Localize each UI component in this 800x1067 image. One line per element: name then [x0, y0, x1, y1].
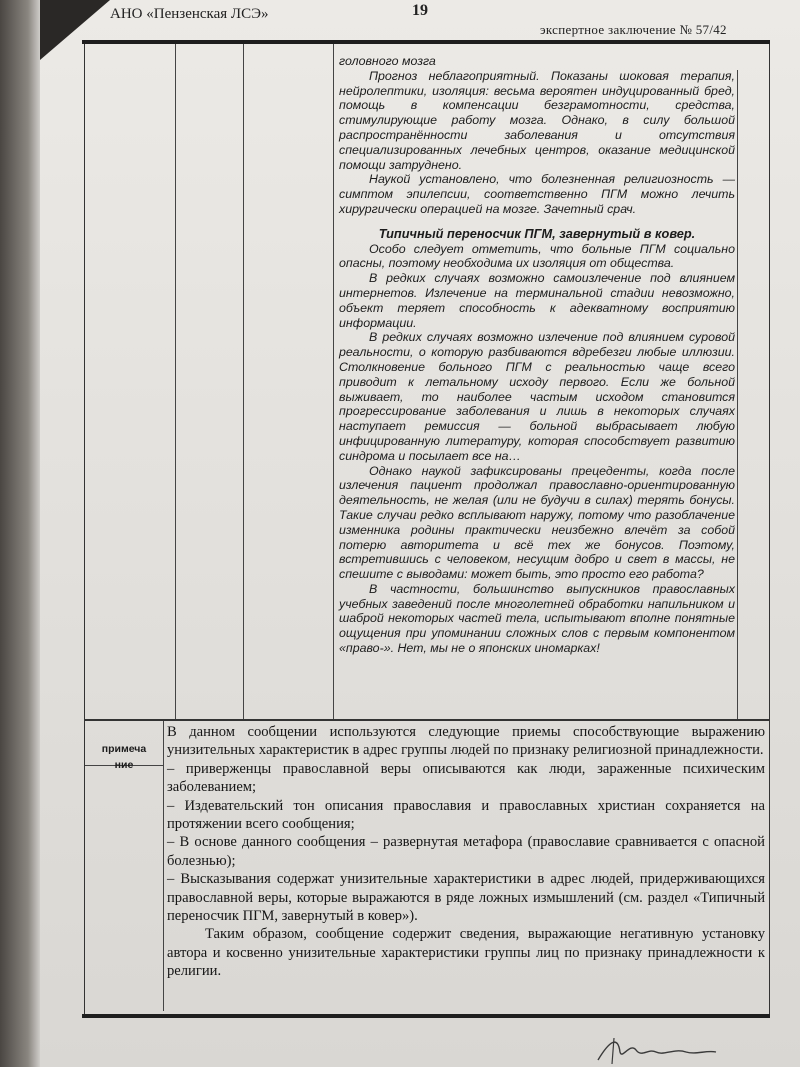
column-divider [737, 70, 738, 719]
quote-paragraph: В редких случаях возможно самоизлечение под влиянием интернетов. Излечение на терминальной стадии невозможно, объект теряет способность к адекватному восприятию информации. [339, 271, 735, 330]
header-org: АНО «Пензенская ЛСЭ» [110, 6, 269, 22]
table-row-note [85, 721, 769, 1011]
column-divider [175, 44, 176, 719]
quote-paragraph: Особо следует отметить, что больные ПГМ социально опасны, поэтому необходима их изоляция от общества. [339, 241, 735, 271]
note-paragraph: – Издевательский тон описания православия и православных христиан сохраняется на протяжении всего сообщения; [167, 797, 765, 833]
column-divider [243, 44, 244, 719]
binder-edge [0, 0, 40, 1067]
quote-paragraph: Наукой установлено, что болезненная религиозность — симптом эпилепсии, соответственно ПГМ можно лечить хирургически операцией на мозге. Зачетный срач. [339, 172, 735, 216]
quote-paragraph: В частности, большинство выпускников православных учебных заведений после многолетней обработки напильником и шаброй некоторых частей тела, испытывают вполне понятные ощущения при упоминании сложных слов с первым компонентом «право-». Нет, мы не о японских иномарках! [339, 581, 735, 656]
quote-paragraph: Прогноз неблагоприятный. Показаны шоковая терапия, нейролептики, изоляция: весьма вероятен индуцированный бред, помощь в компенсации безграмотности, средства, стимулирующие работу мозга. Однако, в силу большой распространённости заболевания и отсутствия специализированных лечебных центров, оказание медицинской помощи затруднено. [339, 68, 735, 172]
table-row-quote [85, 44, 769, 719]
quote-paragraph: Типичный переносчик ПГМ, завернутый в ковер. [378, 225, 696, 241]
note-paragraph: В данном сообщении используются следующие приемы способствующие выражению унизительных характеристик в адрес группы людей по признаку религиозной принадлежности. [167, 724, 765, 759]
note-label-line: ние [114, 759, 134, 771]
note-paragraph: – В основе данного сообщения – развернутая метафора (православие сравнивается с опасной болезнью); [167, 834, 765, 869]
note-label-cell [85, 721, 163, 771]
note-paragraph: Таким образом, сообщение содержит сведения, выражающие негативную установку автора и косвенно унизительные характеристики группы лиц по признаку принадлежности к религии. [167, 926, 765, 980]
note-paragraph: – приверженцы православной веры описываются как люди, зараженные психическим заболеванием; [167, 760, 765, 796]
column-divider [163, 721, 164, 1011]
note-label-line: примеча [101, 743, 147, 755]
quote-paragraph: Однако наукой зафиксированы прецеденты, когда после излечения пациент продолжал православно-ориентированную деятельность, не желая (или не будучи в силах) терять бонусы. Такие случаи редко всплывают наружу, потому что разоблачение изменника родины практически неизбежно влечёт за собой потерю авторитета и всё тех же бонусов. Поэтому, встретившись с человеком, несущим добро и свет в массы, не спешите с выводами: может быть, это просто его работа? [339, 463, 735, 582]
page-number: 19 [412, 2, 428, 19]
expert-table [84, 44, 770, 1014]
note-paragraph: – Высказывания содержат унизительные характеристики в адрес людей, придерживающихся православной веры, которые выражаются в ряде ложных измышлений (см. раздел «Типичный переносчик ПГМ, завернутый в ковер»). [167, 871, 765, 925]
bottom-rule [82, 1014, 770, 1018]
quote-paragraph: головного мозга [339, 54, 436, 68]
column-divider [333, 44, 334, 719]
quote-paragraph: В редких случаях возможно излечение под влиянием суровой реальности, о которую разбиваются вдребезги любые иллюзии. Столкновение больного ПГМ с реальностью чаще всего приводит к летальному исходу первого. Если же больной выживает, то наиболее частым исходом становится прогрессирование заболевания и лишь в некоторых случаях наступает ремиссия — больной выбрасывает любую инфицированную литературу, которая способствует развитию синдрома и посылает все на… [339, 330, 735, 463]
signature-mark [590, 1030, 720, 1066]
quoted-message-text [339, 54, 735, 656]
header-doc-ref: экспертное заключение № 57/42 [540, 22, 727, 37]
expert-note-text [167, 723, 765, 981]
note-label [91, 741, 157, 773]
